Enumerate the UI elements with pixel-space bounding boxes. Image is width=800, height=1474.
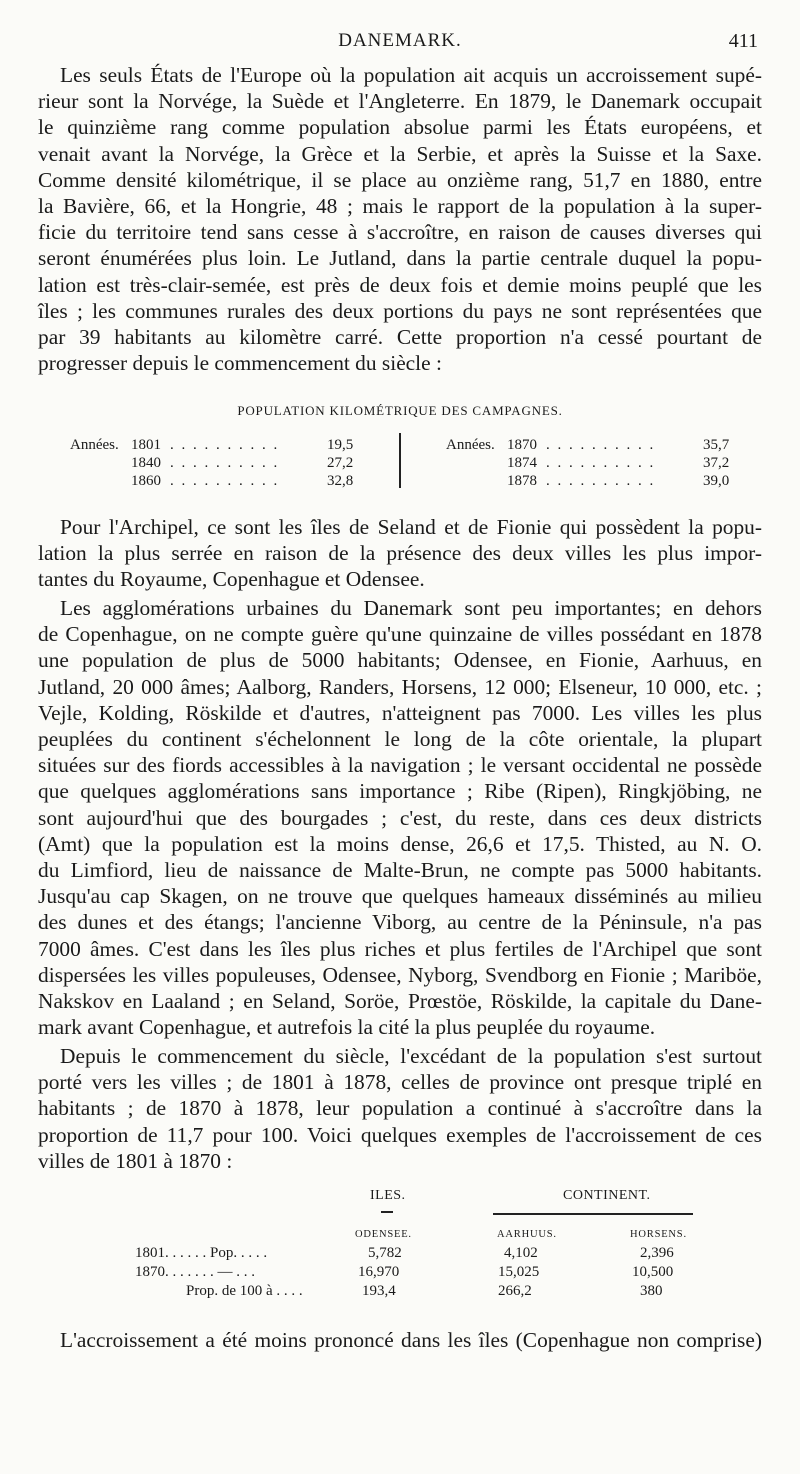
text-line: Les agglomérations urbaines du Danemark sont peu importantes; en dehors	[60, 596, 762, 620]
page-number: 411	[728, 30, 758, 52]
text-line: venait avant la Norvége, la Grèce et la Serbie, et après la Suisse et la Saxe.	[38, 141, 762, 166]
text-line: îles ; les communes rurales des deux portions du pays ne sont représentées que	[38, 298, 762, 323]
paragraph-population-rank	[38, 62, 762, 376]
density-right-year: 1874	[507, 455, 537, 471]
text-line: Comme densité kilométrique, il se place au onzième rang, 51,7 en 1880, entre	[38, 167, 762, 192]
text-line: ficie du territoire tend sans cesse à s'accroître, en raison de causes diverses qui	[38, 220, 762, 245]
text-line: L'accroissement a été moins prononcé dans les îles (Copenhague non comprise)	[60, 1328, 762, 1352]
cell-horsens: 2,396	[640, 1245, 674, 1261]
text-line: progresser depuis le commencement du siècle :	[38, 351, 442, 376]
cell-aarhuus: 4,102	[504, 1245, 538, 1261]
paragraph-archipel	[38, 514, 762, 593]
header-rule	[381, 1211, 393, 1213]
density-right-value: 37,2	[703, 455, 730, 471]
text-line: Les seuls États de l'Europe où la population ait acquis un accroissement supé-	[60, 63, 762, 87]
density-table-title: POPULATION KILOMÉTRIQUE DES CAMPAGNES.	[237, 403, 563, 418]
row-label: 1801. . . . . . Pop. . . . .	[135, 1245, 268, 1261]
continent-brace	[493, 1213, 693, 1215]
group-header-continent: CONTINENT.	[563, 1188, 651, 1203]
cell-odensee: 16,970	[358, 1264, 400, 1280]
column-header-aarhuus: AARHUUS.	[497, 1229, 557, 1240]
text-line: la Bavière, 66, et la Hongrie, 48 ; mais le rapport de la population à la super-	[38, 194, 762, 219]
text-line: seront énumérées plus loin. Le Jutland, dans la partie centrale duquel la popu-	[38, 246, 762, 271]
column-header-horsens: HORSENS.	[630, 1229, 687, 1240]
text-line: que quelques agglomérations sans importance ; Ribe (Ripen), Ringkjöbing, ne	[38, 779, 762, 804]
cell-horsens: 10,500	[632, 1264, 674, 1280]
dot-leader: . . . . . . . . . .	[546, 473, 656, 489]
density-right-year: 1870	[507, 437, 537, 453]
row-label: Prop. de 100 à . . . .	[186, 1283, 303, 1299]
cell-odensee: 193,4	[362, 1283, 396, 1299]
density-left-value: 27,2	[327, 455, 354, 471]
dot-leader: . . . . . . . . . .	[170, 473, 280, 489]
running-title: DANEMARK.	[338, 30, 462, 51]
text-line: le quinzième rang comme population absolue parmi les États européens, et	[38, 115, 762, 140]
text-line: Nakskov en Laaland ; en Seland, Soröe, Prœstöe, Röskilde, la capitale du Dane-	[38, 989, 762, 1014]
column-header-odensee: ODENSEE.	[355, 1229, 412, 1240]
cell-aarhuus: 266,2	[498, 1283, 532, 1299]
text-line: de Copenhague, on ne compte guère qu'une quinzaine de villes possédant en 1878	[38, 622, 762, 647]
density-left-value: 19,5	[327, 437, 354, 453]
text-line: des dunes et des étangs; l'ancienne Viborg, au centre de la Péninsule, n'a pas	[38, 910, 762, 935]
text-line: sont aujourd'hui que des bourgades ; c'est, du reste, dans ces deux districts	[38, 805, 762, 830]
text-line: 7000 âmes. C'est dans les îles plus riches et plus fertiles de l'Archipel que sont	[38, 936, 762, 961]
cell-horsens: 380	[640, 1283, 663, 1299]
dot-leader: . . . . . . . . . .	[170, 455, 280, 471]
text-line: porté vers les villes ; de 1801 à 1878, celles de province ont presque triplé en	[38, 1070, 762, 1095]
text-line: proportion de 11,7 pour 100. Voici quelques exemples de l'accroissement de ces	[38, 1122, 762, 1147]
density-right-year: 1878	[507, 473, 537, 489]
text-line: une population de plus de 5000 habitants; Odensee, en Fionie, Aarhuus, en	[38, 648, 762, 673]
text-line: Pour l'Archipel, ce sont les îles de Seland et de Fionie qui possèdent la popu-	[60, 515, 762, 539]
density-left-value: 32,8	[327, 473, 354, 489]
dot-leader: . . . . . . . . . .	[170, 437, 280, 453]
dot-leader: . . . . . . . . . .	[546, 455, 656, 471]
density-left-year: 1840	[131, 455, 161, 471]
paragraph-urban-agglomerations	[38, 595, 762, 1040]
text-line: mark avant Copenhague, et autrefois la cité la plus peuplée du royaume.	[38, 1015, 656, 1040]
density-left-year: 1801	[131, 437, 161, 453]
text-line: dispersées les villes populeuses, Odensee, Nyborg, Svendborg en Fionie ; Mariböe,	[38, 962, 762, 987]
density-right-prefix: Années.	[446, 437, 495, 453]
density-right-value: 35,7	[703, 437, 730, 453]
paragraph-town-growth	[38, 1043, 762, 1174]
text-line: Jusqu'au cap Skagen, on ne trouve que quelques hameaux disséminés au milieu	[38, 884, 762, 909]
density-right-value: 39,0	[703, 473, 730, 489]
text-line: par 39 habitants au kilomètre carré. Cette proportion n'a cessé pourtant de	[38, 325, 762, 350]
text-line: Vejle, Kolding, Röskilde et d'autres, n'atteignent pas 7000. Les villes les plus	[38, 700, 762, 725]
text-line: villes de 1801 à 1870 :	[38, 1148, 233, 1173]
cell-aarhuus: 15,025	[498, 1264, 540, 1280]
text-line: habitants ; de 1870 à 1878, leur population a continué à s'accroître dans la	[38, 1096, 762, 1121]
text-line: rieur sont la Norvége, la Suède et l'Angleterre. En 1879, le Danemark occupait	[38, 89, 762, 114]
cell-odensee: 5,782	[368, 1245, 402, 1261]
text-line: (Amt) que la population est la moins dense, 26,6 et 17,5. Thisted, au N. O.	[38, 831, 762, 856]
column-divider	[399, 433, 401, 488]
text-line: situées sur des fiords accessibles à la navigation ; le versant occidental ne possède	[38, 753, 762, 778]
text-line: du Limfiord, lieu de naissance de Malte-Brun, ne compte pas 5000 habitants.	[38, 858, 762, 883]
text-line: tantes du Royaume, Copenhague et Odensee.	[38, 567, 425, 592]
text-line: peuplées du continent s'échelonnent le long de la côte orientale, la plupart	[38, 727, 762, 752]
row-label: 1870. . . . . . . — . . .	[135, 1264, 255, 1280]
group-header-iles: ILES.	[370, 1188, 406, 1203]
density-left-year: 1860	[131, 473, 161, 489]
density-left-prefix: Années.	[70, 437, 119, 453]
paragraph-final	[38, 1327, 762, 1353]
running-header	[0, 30, 800, 58]
text-line: lation est très-clair-semée, est près de deux fois et demie moins peuplé que les	[38, 272, 762, 297]
text-line: Jutland, 20 000 âmes; Aalborg, Randers, Horsens, 12 000; Elseneur, 10 000, etc. ;	[38, 674, 762, 699]
text-line: lation la plus serrée en raison de la présence des deux villes les plus impor-	[38, 541, 762, 566]
text-line: Depuis le commencement du siècle, l'excédant de la population s'est surtout	[60, 1044, 762, 1068]
dot-leader: . . . . . . . . . .	[546, 437, 656, 453]
